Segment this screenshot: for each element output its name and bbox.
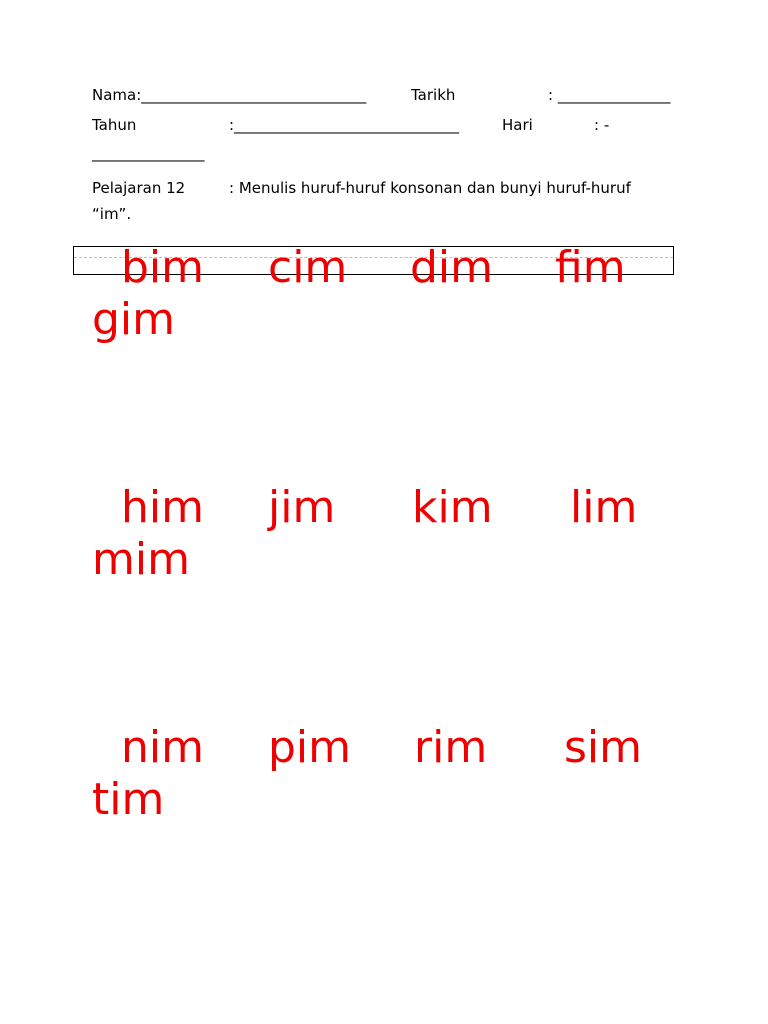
pelajaran-title-continued: “im”.: [92, 205, 132, 223]
word-fim: fim: [555, 242, 626, 293]
tarikh-field: : _______________: [548, 86, 671, 104]
word-lim: lim: [570, 482, 638, 533]
word-row-1: [92, 242, 692, 346]
tahun-field: :______________________________: [229, 116, 460, 134]
word-dim: dim: [410, 242, 494, 293]
hari-field: : -: [594, 116, 610, 134]
hari-line: _______________: [92, 144, 205, 162]
word-row-2: [92, 482, 692, 586]
hari-label: Hari: [502, 116, 533, 134]
word-kim: kim: [412, 482, 493, 533]
word-cim: cim: [268, 242, 348, 293]
word-gim: gim: [92, 294, 176, 345]
pelajaran-title: : Menulis huruf-huruf konsonan dan bunyi huruf-huruf: [229, 179, 631, 197]
word-pim: pim: [268, 722, 352, 773]
word-mim: mim: [92, 534, 190, 585]
word-bim: bim: [121, 242, 205, 293]
pelajaran-label: Pelajaran 12: [92, 179, 186, 197]
word-rim: rim: [414, 722, 488, 773]
tarikh-label: Tarikh: [411, 86, 456, 104]
word-sim: sim: [564, 722, 643, 773]
word-nim: nim: [121, 722, 204, 773]
tahun-label: Tahun: [92, 116, 137, 134]
word-him: him: [121, 482, 204, 533]
word-row-3: [92, 722, 692, 826]
nama-field: Nama:______________________________: [92, 86, 367, 104]
word-jim: jim: [268, 482, 336, 533]
word-tim: tim: [92, 774, 165, 825]
